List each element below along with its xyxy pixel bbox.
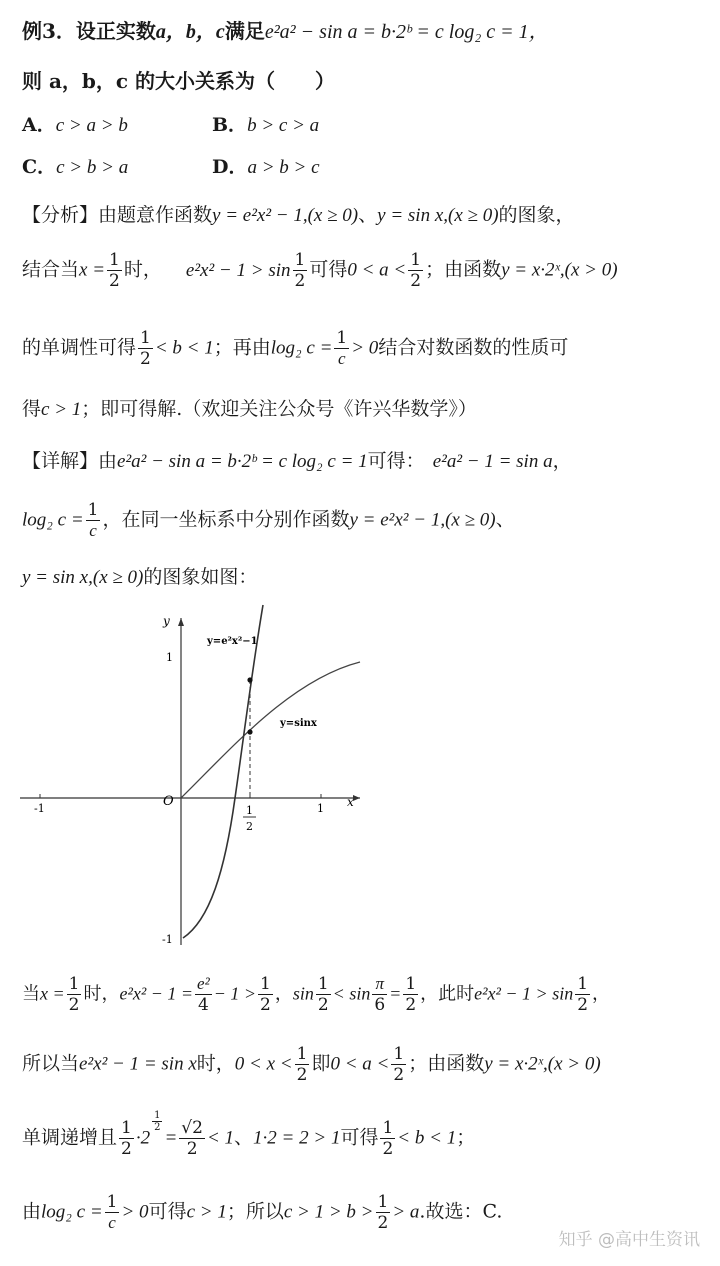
- conclusion-text: ，: [592, 983, 611, 1005]
- fraction-half: [380, 1118, 395, 1159]
- fraction-half: [575, 974, 590, 1015]
- fraction-den: 6: [374, 995, 386, 1015]
- options-row-1b: [212, 110, 319, 141]
- conclusion-text: 可得: [148, 1200, 187, 1223]
- analysis-label: 【分析】由题意作函数: [22, 204, 213, 226]
- fraction-half: [258, 974, 273, 1015]
- analysis-math: 0 < a <: [347, 259, 407, 281]
- detail-text: 的图象如图：: [143, 566, 258, 588]
- fraction-half: [403, 974, 418, 1015]
- conclusion-math: > a: [392, 1201, 420, 1223]
- fraction-den: 2: [377, 1213, 389, 1233]
- y-axis-label: y: [163, 614, 170, 628]
- fraction-half: [67, 974, 82, 1015]
- fraction-one-over-c: [334, 328, 349, 369]
- fraction-num: 1: [87, 500, 99, 520]
- detail-text: 、: [495, 508, 515, 531]
- fraction-num: 1: [106, 1192, 118, 1212]
- option-a-label: A．: [22, 114, 56, 136]
- x-tick-1: 1: [317, 802, 324, 815]
- fraction-pi-over-6: [372, 974, 387, 1015]
- fraction-half: [316, 974, 331, 1015]
- conclusion-text: 时，: [196, 1052, 235, 1075]
- sin-curve: [181, 662, 360, 798]
- fraction-den: c: [89, 521, 97, 540]
- x-tick-half-den: 2: [246, 820, 253, 833]
- conclusion-math: y = x·2ˣ,(x > 0): [484, 1053, 601, 1075]
- fraction-num: 1: [382, 1118, 394, 1138]
- conclusion-math: =: [164, 1127, 178, 1149]
- exp-curve: [183, 605, 263, 938]
- conclusion-math: x =: [40, 983, 65, 1004]
- conclusion-text: 所以当: [22, 1052, 80, 1075]
- y-tick-1: 1: [166, 651, 173, 664]
- conclusion-text: 、: [234, 1126, 254, 1149]
- conclusion-math: c > 1: [186, 1201, 227, 1223]
- conclusion-text: 由: [22, 1200, 42, 1223]
- fraction-den: 2: [577, 995, 589, 1015]
- fraction-num: 1: [296, 1044, 308, 1064]
- fraction-den: 2: [140, 349, 151, 369]
- detail-text: 可得：: [367, 450, 425, 472]
- fraction-num: e²: [197, 974, 210, 993]
- conclusion-line-1: [22, 974, 610, 1015]
- conclusion-math: e²x² − 1 = sin x: [79, 1053, 197, 1075]
- analysis-math: > 0: [351, 337, 379, 359]
- fraction-den: 2: [121, 1139, 132, 1159]
- fraction-den: 4: [197, 995, 209, 1015]
- problem-title: 例3．设正实数: [22, 19, 156, 43]
- problem-vars: a，b，c: [155, 21, 225, 43]
- detail-math: e²a² − 1 = sin a: [432, 451, 553, 472]
- fraction-den: 2: [393, 1065, 405, 1085]
- analysis-text: ；由函数: [425, 258, 502, 281]
- conclusion-text: .故选：C.: [419, 1200, 503, 1223]
- sin-curve-label: y=sinx: [280, 718, 317, 729]
- analysis-line-1: [22, 200, 575, 231]
- analysis-text: 可得: [309, 258, 348, 281]
- fraction-half: [376, 1192, 391, 1233]
- fraction-den: 2: [405, 995, 417, 1015]
- fraction-half: [408, 250, 423, 291]
- fraction-den: 2: [382, 1139, 394, 1159]
- function-graph: [20, 600, 370, 950]
- conclusion-line-4: [22, 1192, 502, 1233]
- conclusion-math: < sin: [332, 983, 371, 1004]
- fraction-half: [391, 1044, 406, 1085]
- conclusion-math: ·2: [135, 1127, 151, 1149]
- x-axis-label: x: [347, 795, 354, 809]
- problem-statement: [22, 16, 549, 47]
- watermark: 知乎 @高中生资讯: [558, 1230, 700, 1250]
- fraction-den: 2: [296, 1065, 308, 1085]
- analysis-text: 的图象，: [498, 204, 575, 226]
- option-c-text: c > b > a: [56, 157, 129, 178]
- conclusion-math: < 1: [206, 1127, 235, 1149]
- analysis-math: log₂ c =: [270, 337, 333, 359]
- analysis-line-3: [22, 328, 568, 369]
- conclusion-text: ；所以: [226, 1200, 284, 1223]
- fraction-num: 1: [260, 974, 271, 994]
- detail-line-1: [22, 446, 572, 477]
- fraction-num: 1: [121, 1118, 132, 1138]
- origin-label: O: [163, 794, 174, 809]
- conclusion-math: e²x² − 1 =: [119, 983, 194, 1004]
- conclusion-line-3: [22, 1110, 476, 1159]
- analysis-text: 结合对数函数的性质可: [378, 336, 569, 359]
- exponent-half: [152, 1110, 162, 1133]
- problem-cond-label: 满足: [224, 19, 265, 43]
- fraction-den: 2: [154, 1122, 161, 1133]
- fraction-num: 1: [377, 1192, 389, 1212]
- option-a-text: c > a > b: [55, 115, 128, 136]
- detail-math: y = sin x,(x ≥ 0): [22, 567, 144, 588]
- x-axis-arrow: [353, 795, 360, 801]
- fraction-den: 2: [186, 1139, 198, 1159]
- analysis-func-1: y = e²x² − 1,(x ≥ 0): [212, 205, 359, 226]
- options-row-1: [22, 110, 128, 141]
- fraction-one-over-c: [86, 500, 101, 541]
- problem-condition: e²a² − sin a = b·2ᵇ = c log₂ c = 1，: [264, 21, 549, 43]
- intersection-point: [247, 729, 252, 734]
- fraction-one-over-c: [105, 1192, 120, 1233]
- fraction-num: 1: [294, 250, 306, 270]
- analysis-math: y = x·2ˣ,(x > 0): [501, 259, 618, 281]
- option-b-text: b > c > a: [247, 115, 320, 136]
- fraction-half: [107, 250, 122, 291]
- options-row-2b: [212, 152, 320, 183]
- conclusion-text: ；: [456, 1126, 476, 1149]
- y-axis-arrow: [178, 618, 184, 626]
- detail-math: e²a² − sin a = b·2ᵇ = c log₂ c = 1: [117, 451, 368, 472]
- analysis-text: ；再由: [213, 336, 271, 359]
- detail-math: log₂ c =: [22, 509, 84, 531]
- fraction-half: [138, 328, 153, 369]
- fraction-e2-over-4: [195, 974, 212, 1015]
- option-c-label: C．: [22, 156, 57, 178]
- conclusion-math: e²x² − 1 > sin: [474, 983, 574, 1004]
- conclusion-text: 单调递增且: [22, 1126, 118, 1149]
- conclusion-math: < b < 1: [397, 1127, 457, 1149]
- detail-line-2: [22, 500, 515, 541]
- analysis-func-2: y = sin x,(x ≥ 0): [377, 205, 499, 226]
- analysis-sep: 、: [358, 204, 378, 226]
- option-d-text: a > b > c: [247, 157, 320, 178]
- analysis-text: 得: [22, 398, 42, 420]
- conclusion-math: log₂ c =: [41, 1201, 103, 1223]
- analysis-line-4: [22, 394, 477, 425]
- fraction-half: [293, 250, 308, 291]
- analysis-text: 结合当: [22, 258, 80, 281]
- conclusion-text: 时，: [83, 983, 120, 1005]
- x-tick-half-num: 1: [246, 804, 253, 817]
- conclusion-math: 0 < x <: [234, 1053, 293, 1075]
- fraction-num: 1: [140, 328, 151, 348]
- y-tick-neg1: -1: [162, 933, 173, 946]
- fraction-num: 1: [317, 974, 329, 994]
- conclusion-text: ，此时: [420, 983, 475, 1005]
- analysis-math: e²x² − 1 > sin: [185, 259, 291, 281]
- conclusion-math: 1·2 = 2 > 1: [253, 1127, 341, 1149]
- x-tick-neg1: -1: [34, 802, 45, 815]
- conclusion-math: sin: [292, 983, 314, 1004]
- fraction-num: √2: [181, 1118, 203, 1138]
- exp-curve-label: y=e²x²−1: [207, 636, 258, 647]
- conclusion-line-2: [22, 1044, 601, 1085]
- fraction-half: [295, 1044, 310, 1085]
- analysis-text: ；即可得解.（欢迎关注公众号《许兴华数学》）: [81, 398, 477, 420]
- conclusion-math: − 1 >: [213, 983, 256, 1004]
- fraction-den: 2: [109, 271, 120, 291]
- fraction-den: 2: [260, 995, 271, 1015]
- fraction-num: 1: [410, 250, 422, 270]
- conclusion-math: > 0: [121, 1201, 149, 1223]
- analysis-math: < b < 1: [154, 337, 214, 359]
- fraction-num: 1: [154, 1110, 161, 1121]
- fraction-den: 2: [410, 271, 422, 291]
- fraction-den: c: [338, 349, 346, 368]
- fraction-num: 1: [109, 250, 120, 270]
- conclusion-text: ，: [274, 983, 293, 1005]
- analysis-math: x =: [79, 259, 106, 281]
- fraction-num: 1: [336, 328, 348, 348]
- analysis-text: 的单调性可得: [22, 336, 137, 359]
- detail-line-3: [22, 562, 257, 593]
- options-row-2: [22, 152, 128, 183]
- problem-question: 则 a，b，c 的大小关系为（ ）: [22, 69, 336, 93]
- option-b-label: B．: [212, 114, 248, 136]
- fraction-sqrt2-over-2: [179, 1118, 205, 1159]
- detail-text: ，在同一坐标系中分别作函数: [102, 508, 350, 531]
- fraction-den: 2: [317, 995, 329, 1015]
- conclusion-math: =: [389, 983, 402, 1004]
- detail-math: y = e²x² − 1,(x ≥ 0): [349, 509, 496, 531]
- analysis-math: c > 1: [41, 399, 82, 420]
- analysis-text: 时，: [123, 258, 162, 281]
- detail-label: 【详解】由: [22, 450, 118, 472]
- exp-point: [247, 677, 252, 682]
- conclusion-text: 即: [311, 1052, 331, 1075]
- conclusion-math: c > 1 > b >: [283, 1201, 374, 1223]
- option-d-label: D．: [212, 156, 248, 178]
- fraction-den: 2: [294, 271, 306, 291]
- conclusion-text: 当: [22, 983, 40, 1005]
- analysis-line-2: [22, 250, 618, 291]
- fraction-den: 2: [68, 995, 80, 1015]
- fraction-num: 1: [405, 974, 417, 994]
- fraction-num: 1: [68, 974, 80, 994]
- fraction-half: [119, 1118, 134, 1159]
- fraction-num: 1: [577, 974, 589, 994]
- detail-text: ，: [552, 450, 572, 472]
- conclusion-text: ；由函数: [408, 1052, 485, 1075]
- fraction-num: π: [372, 974, 387, 995]
- conclusion-math: 0 < a <: [330, 1053, 390, 1075]
- fraction-num: 1: [393, 1044, 405, 1064]
- fraction-den: c: [108, 1213, 116, 1232]
- conclusion-text: 可得: [340, 1126, 379, 1149]
